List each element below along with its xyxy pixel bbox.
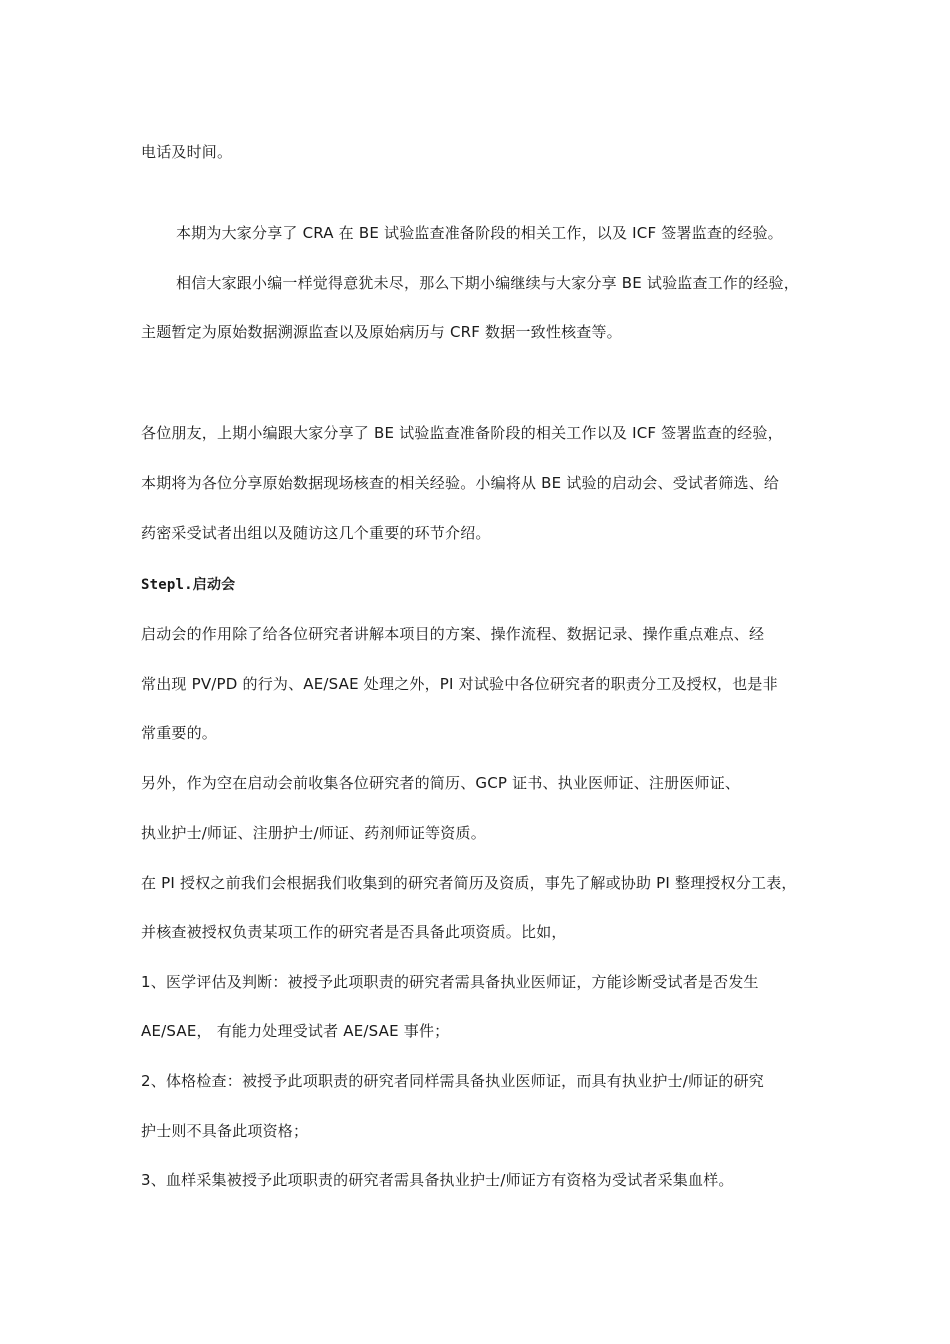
paragraph-line: 药密采受试者出组以及随访这几个重要的环节介绍。 — [141, 524, 491, 542]
paragraph-line: 执业护士/师证、注册护士/师证、药剂师证等资质。 — [141, 824, 486, 842]
list-item-line: 1、医学评估及判断：被授予此项职责的研究者需具备执业医师证，方能诊断受试者是否发生 — [141, 973, 759, 991]
paragraph-line: 主题暂定为原始数据溯源监查以及原始病历与 CRF 数据一致性核查等。 — [141, 323, 622, 341]
paragraph-line: 另外，作为空在启动会前收集各位研究者的简历、GCP 证书、执业医师证、注册医师证、 — [141, 774, 741, 792]
paragraph-line: 本期为大家分享了 CRA 在 BE 试验监查准备阶段的相关工作，以及 ICF 签署监查的经验。 — [176, 224, 783, 242]
list-item-line: AE/SAE， 有能力处理受试者 AE/SAE 事件； — [141, 1022, 450, 1040]
paragraph-line: 常出现 PV/PD 的行为、AE/SAE 处理之外，PI 对试验中各位研究者的职责分工及授权，也是非 — [141, 675, 778, 693]
section-heading: Stepl.启动会 — [141, 577, 236, 593]
paragraph-line: 本期将为各位分享原始数据现场核查的相关经验。小编将从 BE 试验的启动会、受试者筛选、给 — [141, 474, 780, 492]
paragraph-line: 常重要的。 — [141, 724, 218, 742]
list-item-line: 2、体格检查：被授予此项职责的研究者同样需具备执业医师证，而具有执业护士/师证的研究 — [141, 1072, 765, 1090]
paragraph-line: 各位朋友，上期小编跟大家分享了 BE 试验监查准备阶段的相关工作以及 ICF 签署监查的经验， — [141, 424, 783, 442]
paragraph-line: 启动会的作用除了给各位研究者讲解本项目的方案、操作流程、数据记录、操作重点难点、经 — [141, 625, 765, 643]
paragraph-line: 相信大家跟小编一样觉得意犹未尽，那么下期小编继续与大家分享 BE 试验监查工作的经验， — [176, 274, 799, 292]
paragraph-line: 在 PI 授权之前我们会根据我们收集到的研究者简历及资质，事先了解或协助 PI 整理授权分工表， — [141, 874, 797, 892]
list-item-line: 护士则不具备此项资格； — [141, 1122, 309, 1140]
paragraph-line: 电话及时间。 — [141, 143, 233, 161]
list-item-line: 3、血样采集被授予此项职责的研究者需具备执业护士/师证方有资格为受试者采集血样。 — [141, 1171, 734, 1189]
paragraph-line: 并核查被授权负责某项工作的研究者是否具备此项资质。比如， — [141, 923, 567, 941]
